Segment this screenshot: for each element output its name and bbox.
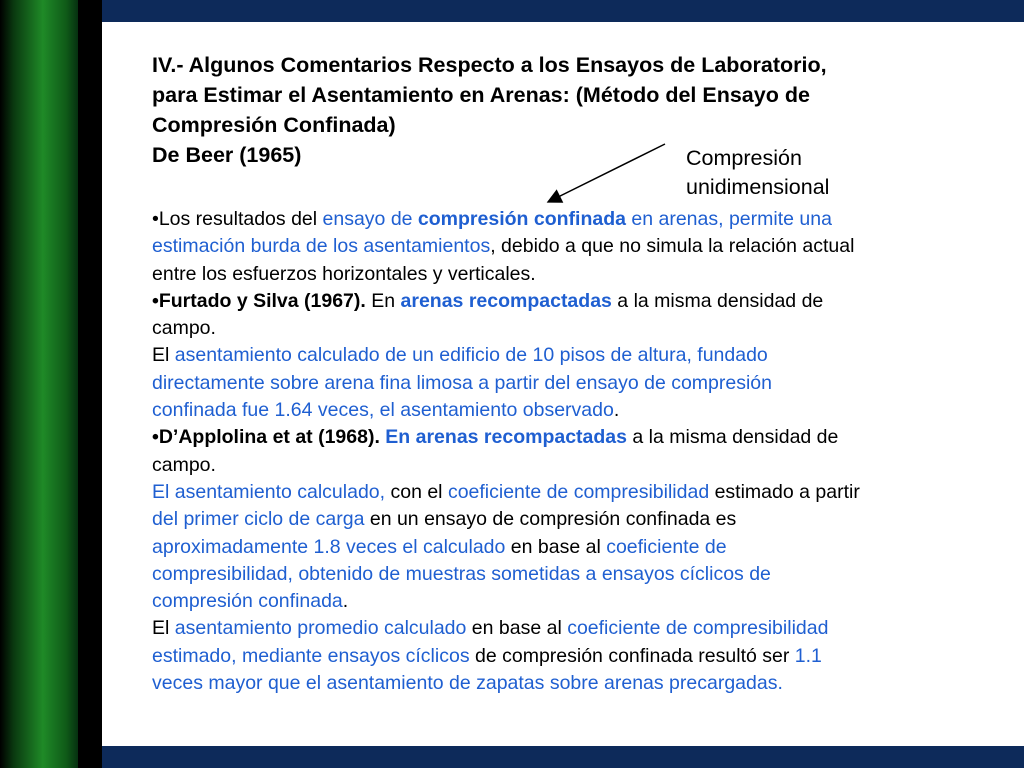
body-line [152, 206, 997, 233]
highlight-run: compresión confinada [152, 590, 343, 613]
body-line [152, 342, 997, 369]
body-line [152, 588, 997, 615]
body-line [152, 670, 997, 697]
body-line [152, 397, 997, 424]
text-run: en un ensayo de compresión confinada es [364, 508, 737, 531]
text-run: con el [385, 480, 448, 503]
annotation-arrow-icon [540, 140, 670, 210]
highlight-run: coeficiente de compresibilidad [567, 617, 829, 640]
body-line [152, 370, 997, 397]
text-run: a la misma densidad de [627, 426, 839, 449]
highlight-bold-run: compresión confinada [417, 208, 626, 230]
body-line [152, 288, 997, 315]
text-run: entre los esfuerzos horizontales y verticales. [152, 262, 536, 285]
body-line [152, 233, 997, 260]
highlight-run: directamente sobre arena fina limosa a partir del ensayo de compresión [152, 371, 773, 394]
highlight-run: del primer ciclo de carga [152, 508, 365, 531]
highlight-run: El asentamiento calculado, [152, 480, 386, 503]
text-run: El [152, 344, 175, 367]
highlight-run: aproximadamente 1.8 veces el calculado [152, 535, 506, 558]
highlight-run: 1.1 [794, 644, 822, 667]
highlight-run: estimación burda de los asentamientos [152, 235, 491, 258]
text-run: estimado a partir [709, 480, 860, 503]
body-line [152, 452, 997, 479]
highlight-bold-run: arenas recompactadas [400, 289, 612, 312]
text-run: •Los resultados del [152, 208, 323, 230]
body-line [152, 315, 997, 342]
bold-run: •Furtado y Silva (1967). [152, 289, 366, 312]
top-decorative-band [102, 0, 1024, 22]
text-run: . [342, 590, 349, 613]
text-run: en base al [505, 535, 607, 558]
body-line [152, 424, 997, 451]
body-line [152, 534, 997, 561]
annotation-line-1: Compresión [686, 146, 802, 170]
highlight-run: coeficiente de compresibilidad [447, 480, 710, 503]
body-line [152, 261, 997, 288]
body-line [152, 506, 997, 533]
highlight-run: en arenas, permite una [625, 208, 832, 230]
annotation-line-2: unidimensional [686, 175, 830, 199]
annotation-label [686, 144, 829, 202]
text-run: En [365, 289, 401, 312]
left-decorative-band [0, 0, 78, 768]
text-run: en base al [466, 617, 568, 640]
text-run: , debido a que no simula la relación actual [490, 235, 855, 258]
body-line [152, 479, 997, 506]
bottom-decorative-band [102, 746, 1024, 768]
text-run: de compresión confinada resultó ser [469, 644, 795, 667]
highlight-run: asentamiento calculado de un edificio de 10 pisos de altura, fundado [174, 344, 768, 367]
highlight-bold-run: En arenas recompactadas [379, 426, 627, 449]
highlight-run: compresibilidad, obtenido de muestras sometidas a ensayos cíclicos de [152, 562, 771, 585]
text-run: campo. [152, 317, 216, 340]
text-run: . [613, 399, 620, 422]
highlight-run: ensayo de [322, 208, 418, 230]
title-line: para Estimar el Asentamiento en Arenas: (Método del Ensayo de [152, 83, 810, 107]
highlight-run: coeficiente de [606, 535, 727, 558]
left-black-bar [78, 0, 102, 768]
highlight-run: confinada fue 1.64 veces, el asentamiento observado [152, 399, 614, 422]
title-line: IV.- Algunos Comentarios Respecto a los Ensayos de Laboratorio, [152, 53, 827, 77]
title-line: Compresión Confinada) [152, 113, 396, 137]
title-author-line: De Beer (1965) [152, 143, 302, 167]
highlight-run: estimado, mediante ensayos cíclicos [152, 644, 470, 667]
text-run: El [152, 617, 175, 640]
highlight-run: asentamiento promedio calculado [174, 617, 467, 640]
body-line [152, 561, 997, 588]
text-run: campo. [152, 453, 216, 476]
slide-body [152, 206, 997, 697]
text-run: a la misma densidad de [611, 289, 824, 312]
body-line [152, 615, 997, 642]
highlight-run: veces mayor que el asentamiento de zapatas sobre arenas precargadas. [152, 672, 783, 695]
body-line [152, 643, 997, 670]
bold-run: •D’Applolina et at (1968). [152, 426, 380, 449]
